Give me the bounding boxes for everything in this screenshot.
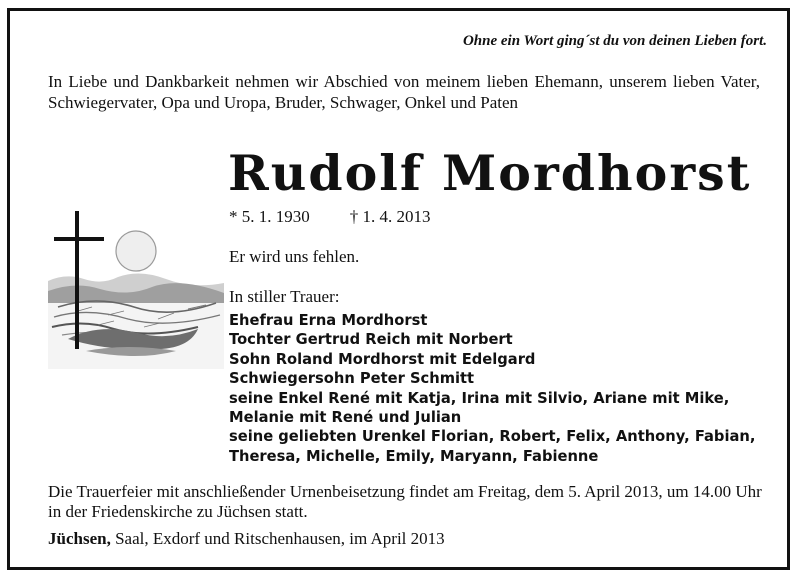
mourner-line: Sohn Roland Mordhorst mit Edelgard	[229, 350, 536, 368]
mourners-list	[229, 311, 755, 466]
mourner-line: Theresa, Michelle, Emily, Maryann, Fabienne	[229, 447, 599, 465]
life-dates	[229, 207, 431, 227]
motto: Ohne ein Wort ging´st du von deinen Lieben fort.	[462, 33, 767, 49]
mourner-line: seine geliebten Urenkel Florian, Robert, Felix, Anthony, Fabian,	[229, 428, 756, 446]
closing-town: Jüchsen,	[48, 529, 111, 548]
farewell-line: Er wird uns fehlen.	[229, 247, 360, 266]
intro-text: In Liebe und Dankbarkeit nehmen wir Abschied von meinem lieben Ehemann, unserem lieben Vater, Schwiegervater, Opa und Uropa, Bruder, Schwager, Onkel und Paten	[48, 72, 760, 112]
mourner-line: Melanie mit René und Julian	[229, 409, 462, 427]
cross-landscape-illustration	[48, 211, 224, 369]
ceremony-info: Die Trauerfeier mit anschließender Urnenbeisetzung findet am Freitag, dem 5. April 2013, um 14.00 Uhr in der Friedenskirche zu Jüchsen statt.	[48, 482, 762, 521]
mourner-line: seine Enkel René mit Katja, Irina mit Silvio, Ariane mit Mike,	[229, 389, 730, 407]
mourning-label: In stiller Trauer:	[229, 287, 340, 306]
mourner-line: Tochter Gertrud Reich mit Norbert	[229, 331, 513, 349]
obituary-notice	[7, 8, 790, 570]
mourner-line: Ehefrau Erna Mordhorst	[229, 312, 428, 329]
deceased-name: Rudolf Mordhorst	[228, 144, 752, 202]
death-date: † 1. 4. 2013	[349, 207, 431, 226]
closing-line	[48, 529, 445, 549]
mourner-line: Schwiegersohn Peter Schmitt	[229, 370, 475, 388]
birth-date: * 5. 1. 1930	[229, 207, 310, 226]
closing-rest: Saal, Exdorf und Ritschenhausen, im April 2013	[110, 529, 445, 548]
